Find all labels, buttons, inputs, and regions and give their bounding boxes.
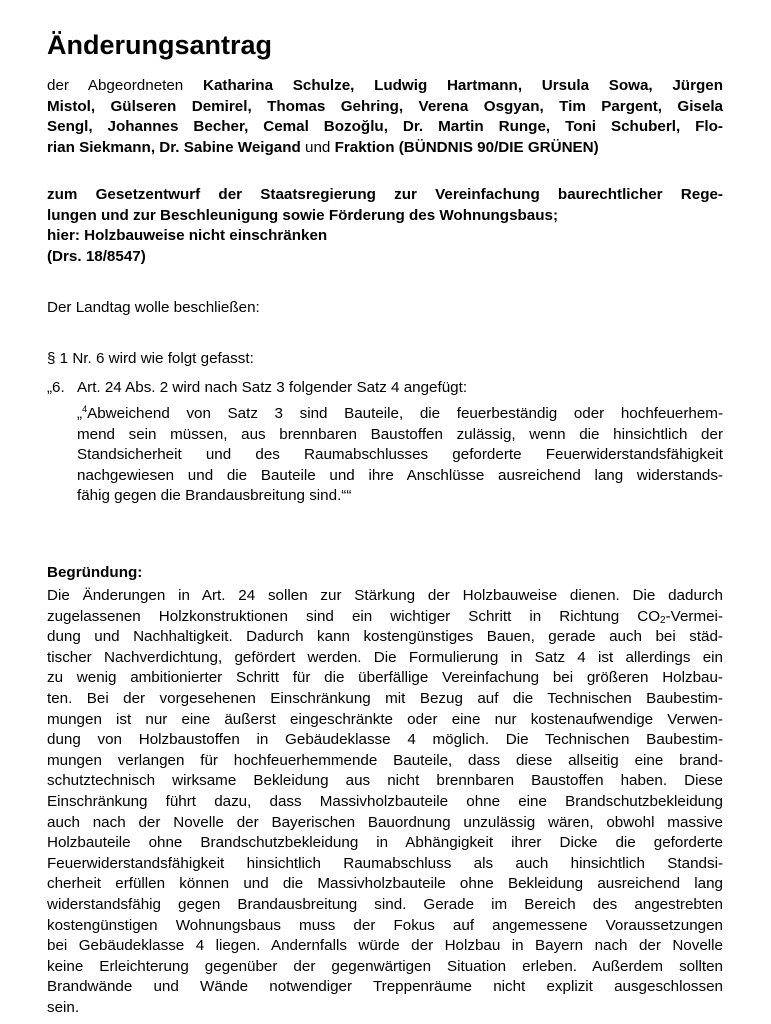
justification-line: [47, 607, 723, 628]
authors-block: [47, 76, 723, 158]
quote-line: nachgewiesen und die Bauteile und ihre Anschlüsse ausreichend lang widerstands-: [77, 466, 723, 484]
justification-line: Die Änderungen in Art. 24 sollen zur Stärkung der Holzbauweise dienen. Die dadurch: [47, 587, 723, 604]
intro-text: Der Landtag wolle beschließen:: [47, 299, 260, 316]
quote-line: [77, 404, 723, 425]
justification-line: Einschränkung führt dazu, dass Massivholzbauteile ohne eine Brandschutzbekleidung: [47, 792, 723, 810]
faction-name: Fraktion (BÜNDNIS 90/DIE GRÜNEN): [334, 138, 599, 156]
authors-names: Katharina Schulze, Ludwig Hartmann, Ursula Sowa, Jürgen: [202, 77, 723, 94]
authors-connector: und: [305, 138, 331, 156]
item-text: Art. 24 Abs. 2 wird nach Satz 3 folgender Satz 4 angefügt:: [77, 379, 468, 396]
authors-line: [47, 76, 723, 97]
quote-line: mend sein müssen, aus brennbaren Baustoffen zulässig, wenn die hinsichtlich der: [77, 425, 723, 443]
authors-names: rian Siekmann, Dr. Sabine Weigand: [47, 138, 301, 156]
justification-line: mungen verlangen für hochfeuerhemmende Bauteile, dass diese allseitig eine brand-: [47, 751, 723, 769]
document-title: Änderungsantrag: [47, 30, 273, 60]
justification-text: zugelassenen Holzkonstruktionen sind ein wichtiger Schritt in Richtung CO: [47, 607, 661, 625]
justification-line: auch nach der Novelle der Bayerischen Bauordnung unzulässig wären, obwohl massive: [47, 813, 723, 831]
justification-line: bei Gebäudeklasse 4 liegen. Andernfalls würde der Holzbau in Bayern nach der Novelle: [47, 937, 723, 955]
justification-line: mungen ist nur eine äußerst eingeschränkte oder eine nur kostenaufwendige Verwen-: [47, 710, 723, 728]
inserted-sentence: [77, 404, 723, 507]
subject-line: zum Gesetzentwurf der Staatsregierung zur Vereinfachung baurechtlicher Rege-: [47, 186, 723, 203]
authors-line: Mistol, Gülseren Demirel, Thomas Gehring, Verena Osgyan, Tim Pargent, Gisela: [47, 97, 723, 115]
justification-line: Feuerwiderstandsfähigkeit hinsichtlich Raumabschluss als auch hinsichtlich Standsi-: [47, 854, 723, 872]
amendment-item: [47, 378, 723, 399]
justification-line: keine Erleichterung gegenüber der gegenwärtigen Situation erleben. Außerdem sollten: [47, 957, 723, 975]
justification-line: widerstandsfähig gegen Brandausbreitung sind. Gerade im Bereich des angestrebten: [47, 895, 723, 913]
subject-block: [47, 185, 723, 267]
item-number: „6.: [47, 379, 65, 396]
justification-line: dung von Holzbaustoffen in Gebäudeklasse 4 möglich. Die Technischen Baubestim-: [47, 731, 723, 749]
authors-line: Sengl, Johannes Becher, Cemal Bozoğlu, Dr. Martin Runge, Toni Schuberl, Flo-: [47, 118, 723, 136]
amendment-paragraph: § 1 Nr. 6 wird wie folgt gefasst:: [47, 350, 254, 367]
justification-text: -Vermei-: [665, 607, 723, 625]
sentence-number: 4: [82, 404, 88, 414]
justification-heading: Begründung:: [47, 564, 143, 581]
justification-line: Holzbauteile ohne Brandschutzbekleidung in Abhängigkeit ihrer Dicke die geforderte: [47, 834, 723, 852]
justification-line: zu wenig ambitionierter Schritt für die überfällige Vereinfachung bei größeren Holzbau-: [47, 669, 723, 687]
justification-line: schutztechnisch wirksame Bekleidung aus nicht brennbaren Baustoffen haben. Diese: [47, 772, 723, 790]
subscript: 2: [660, 614, 666, 626]
justification-line: tischer Nachverdichtung, gefördert werden. Die Formulierung in Satz 4 ist allerdings ein: [47, 648, 723, 666]
drucksache-reference: (Drs. 18/8547): [47, 247, 146, 265]
justification-line: ten. Bei der vorgesehenen Einschränkung mit Bezug auf die Technischen Baubestim-: [47, 689, 723, 707]
authors-line: [47, 138, 723, 159]
subject-line: hier: Holzbauweise nicht einschränken: [47, 227, 328, 245]
justification-body: [47, 586, 723, 1018]
subject-line: lungen und zur Beschleunigung sowie Förderung des Wohnungsbaus;: [47, 206, 559, 224]
justification-line: kostengünstigen Wohnungsbaus muss der Fokus auf angemessene Voraussetzungen: [47, 916, 723, 934]
justification-line: cherheit erfüllen können und die Massivholzbauteile ohne Bekleidung ausreichend lang: [47, 875, 723, 893]
justification-line: sein.: [47, 998, 80, 1016]
quote-line: Standsicherheit und des Raumabschlusses geforderte Feuerwiderstandsfähigkeit: [77, 446, 723, 464]
quote-mark: „: [77, 405, 83, 422]
quote-text: Abweichend von Satz 3 sind Bauteile, die feuerbeständig oder hochfeuerhem-: [87, 405, 723, 422]
justification-line: dung und Nachhaltigkeit. Dadurch kann kostengünstiges Bauen, gerade auch bei städ-: [47, 628, 723, 646]
authors-prefix: der Abgeordneten: [47, 77, 184, 94]
justification-line: Brandwände und Wände notwendiger Treppenräume nicht explizit ausgeschlossen: [47, 978, 723, 996]
quote-line: fähig gegen die Brandausbreitung sind.““: [77, 487, 352, 505]
